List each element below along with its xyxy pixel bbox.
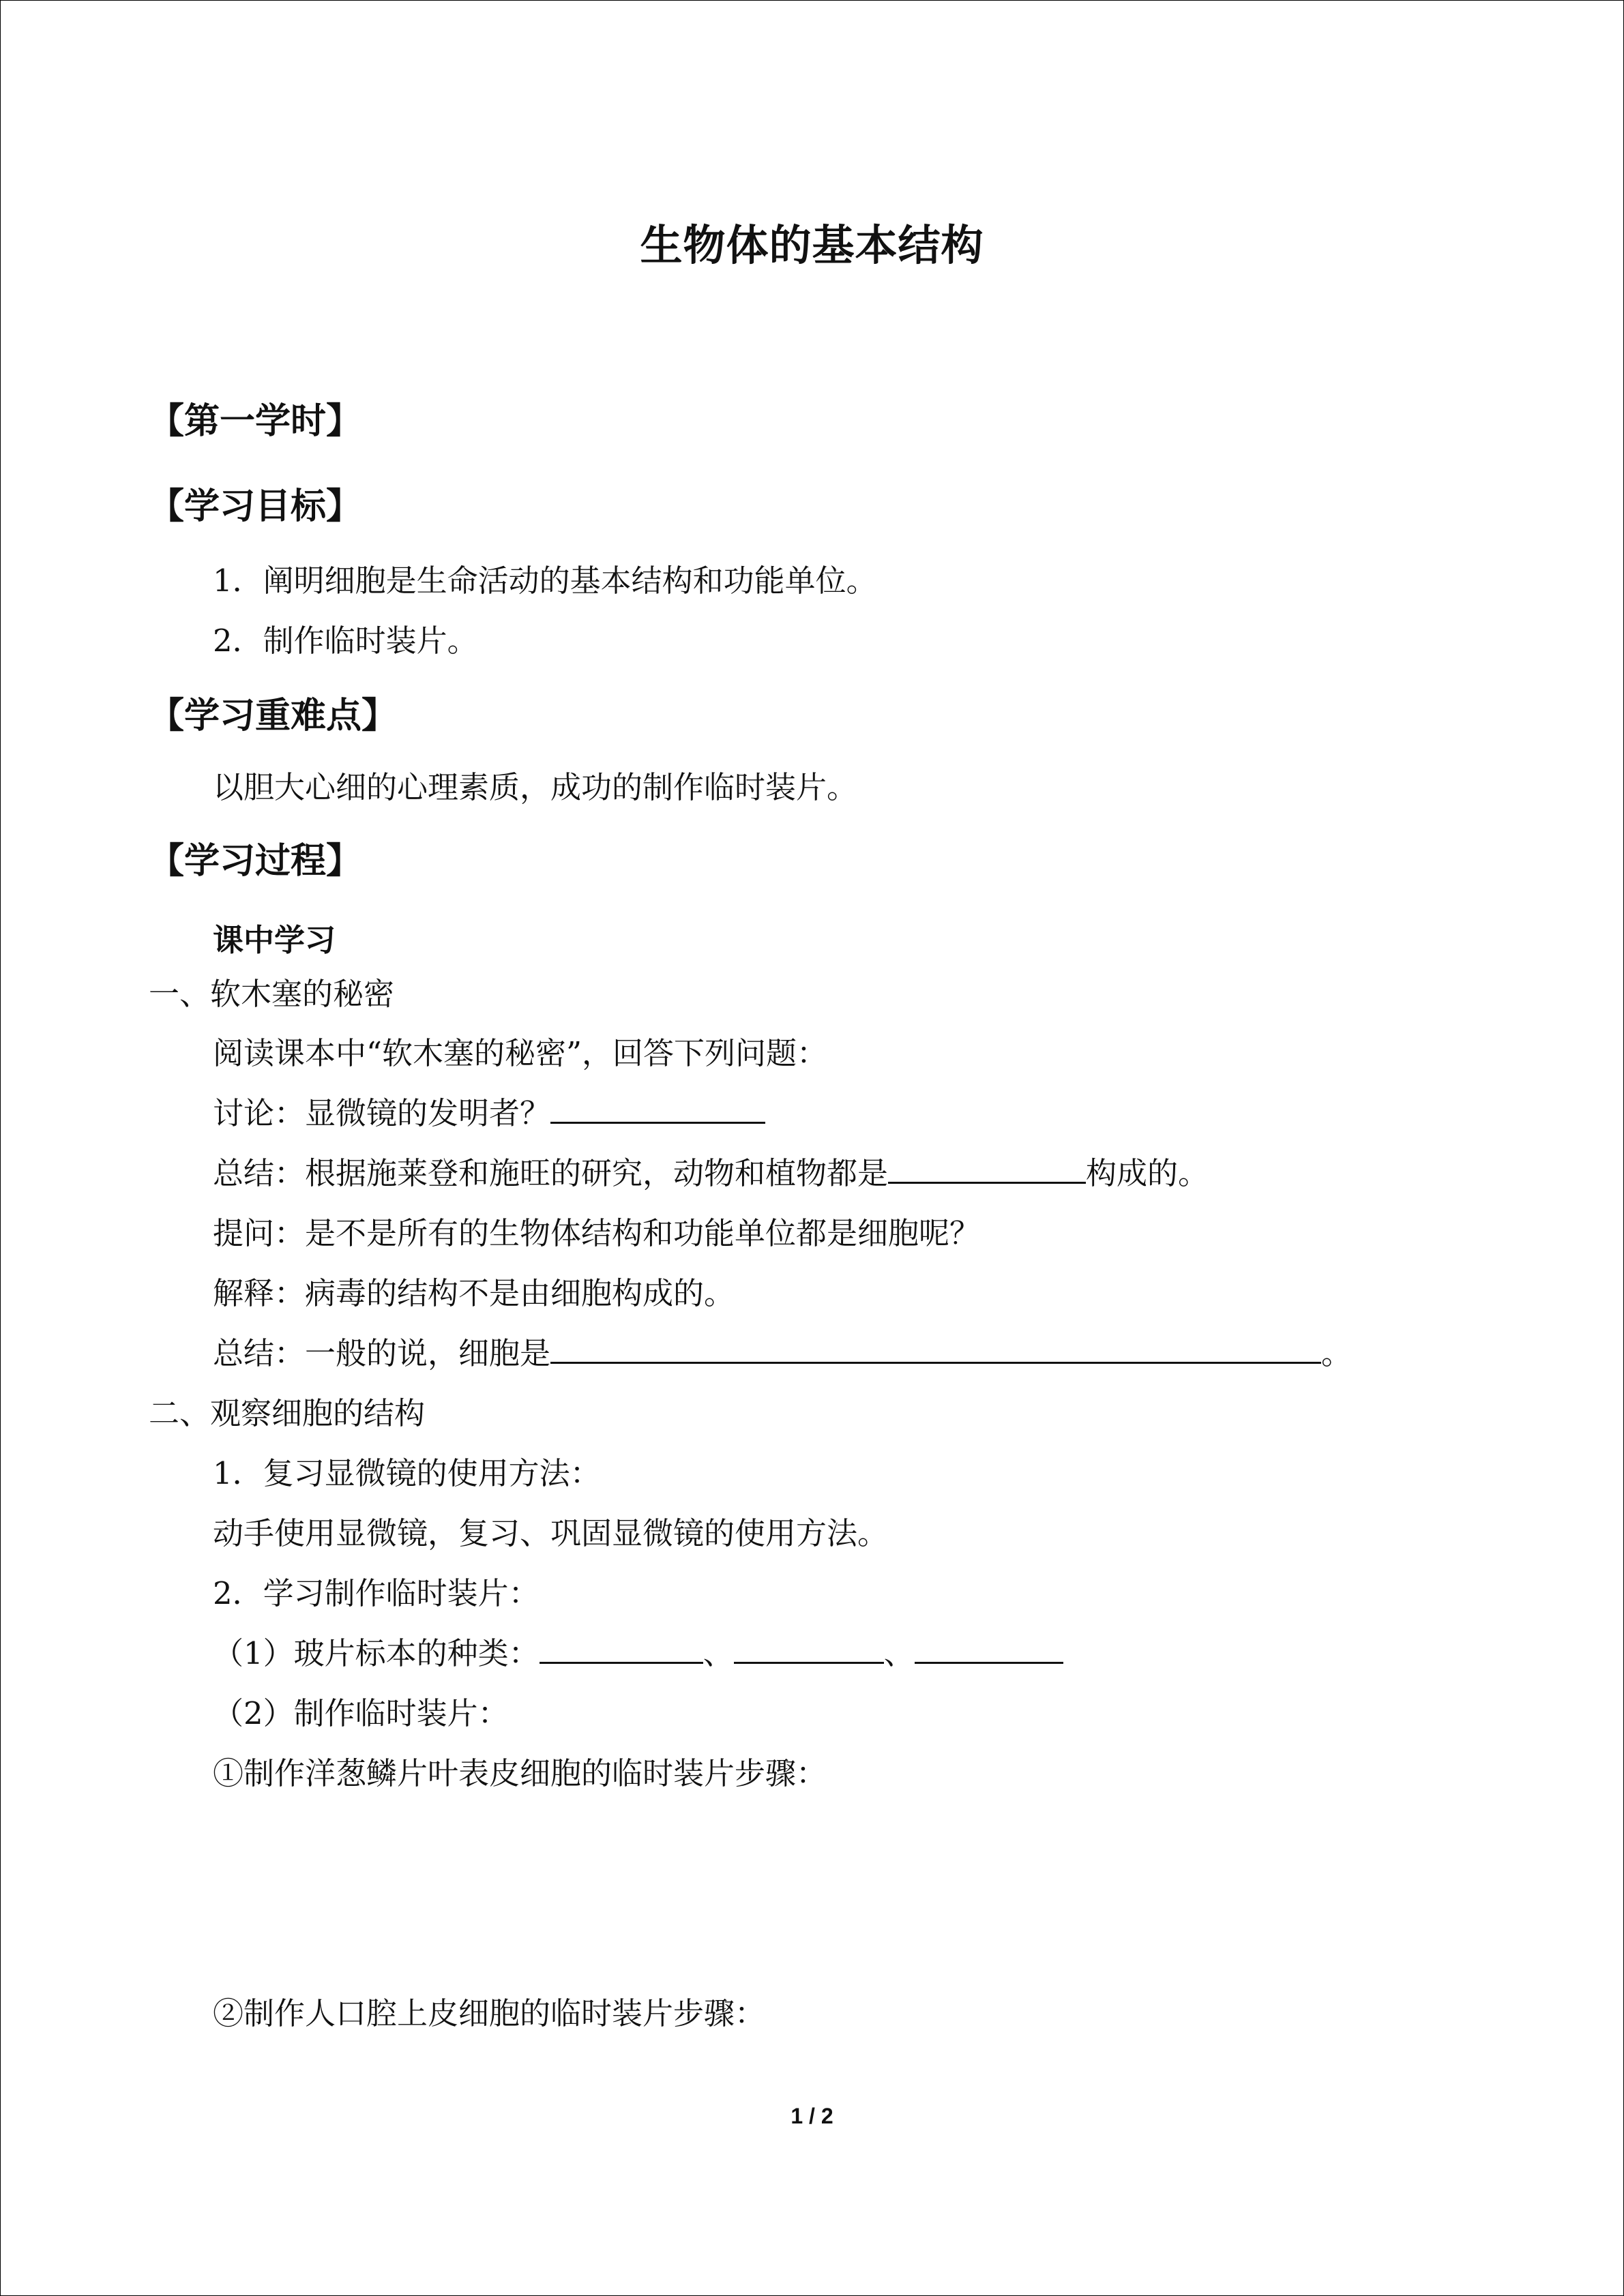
q1-sep-1: 、 bbox=[703, 1635, 734, 1671]
part2-heading: 二、观察细胞的结构 bbox=[149, 1395, 426, 1431]
cheek-steps-label: ②制作人口腔上皮细胞的临时装片步骤： bbox=[213, 1995, 766, 2031]
onion-steps-label: ①制作洋葱鳞片叶表皮细胞的临时装片步骤： bbox=[213, 1755, 827, 1791]
page-number: 1 / 2 bbox=[791, 2104, 833, 2128]
part1-summary1 bbox=[213, 1154, 1209, 1193]
slide-type-blank-1[interactable] bbox=[540, 1635, 703, 1664]
part2-q2: （2）制作临时装片： bbox=[213, 1695, 509, 1731]
summary2-blank[interactable] bbox=[550, 1335, 1321, 1364]
in-class-subheading: 课中学习 bbox=[213, 922, 336, 958]
part1-read: 阅读课本中“软木塞的秘密”，回答下列问题： bbox=[213, 1035, 828, 1071]
part1-heading: 一、软木塞的秘密 bbox=[149, 976, 395, 1012]
objective-1: 1．阐明细胞是生命活动的基本结构和功能单位。 bbox=[213, 563, 877, 599]
q1-sep-2: 、 bbox=[883, 1635, 915, 1671]
part1-explain: 解释：病毒的结构不是由细胞构成的。 bbox=[213, 1275, 735, 1311]
slide-type-blank-2[interactable] bbox=[734, 1635, 884, 1664]
part2-step1-text: 动手使用显微镜，复习、巩固显微镜的使用方法。 bbox=[213, 1515, 889, 1551]
part1-question: 提问：是不是所有的生物体结构和功能单位都是细胞呢？ bbox=[213, 1215, 981, 1251]
summary1-blank[interactable] bbox=[888, 1154, 1086, 1184]
section-first-period: 【第一学时】 bbox=[149, 401, 362, 442]
section-objectives: 【学习目标】 bbox=[149, 486, 362, 527]
part2-step1: 1．复习显微镜的使用方法： bbox=[213, 1455, 601, 1491]
slide-type-blank-3[interactable] bbox=[915, 1635, 1063, 1664]
summary1-post: 构成的。 bbox=[1086, 1155, 1209, 1191]
summary2-pre: 总结：一般的说，细胞是 bbox=[213, 1335, 551, 1371]
section-key-points: 【学习重难点】 bbox=[149, 696, 398, 736]
q1-pre: （1）玻片标本的种类： bbox=[213, 1635, 540, 1671]
summary1-pre: 总结：根据施莱登和施旺的研究，动物和植物都是 bbox=[213, 1155, 889, 1191]
part2-q1 bbox=[213, 1635, 1063, 1673]
discuss-blank[interactable] bbox=[550, 1094, 765, 1124]
part1-summary2 bbox=[213, 1335, 1352, 1373]
discuss-text: 讨论：显微镜的发明者？ bbox=[213, 1095, 551, 1131]
section-process: 【学习过程】 bbox=[149, 841, 362, 882]
part1-discuss bbox=[213, 1094, 765, 1133]
document-title: 生物体的基本结构 bbox=[640, 220, 984, 270]
objective-2: 2．制作临时装片。 bbox=[213, 623, 478, 659]
key-points-text: 以胆大心细的心理素质，成功的制作临时装片。 bbox=[213, 769, 858, 805]
part2-step2: 2．学习制作临时装片： bbox=[213, 1575, 540, 1611]
summary2-post: 。 bbox=[1321, 1335, 1353, 1371]
